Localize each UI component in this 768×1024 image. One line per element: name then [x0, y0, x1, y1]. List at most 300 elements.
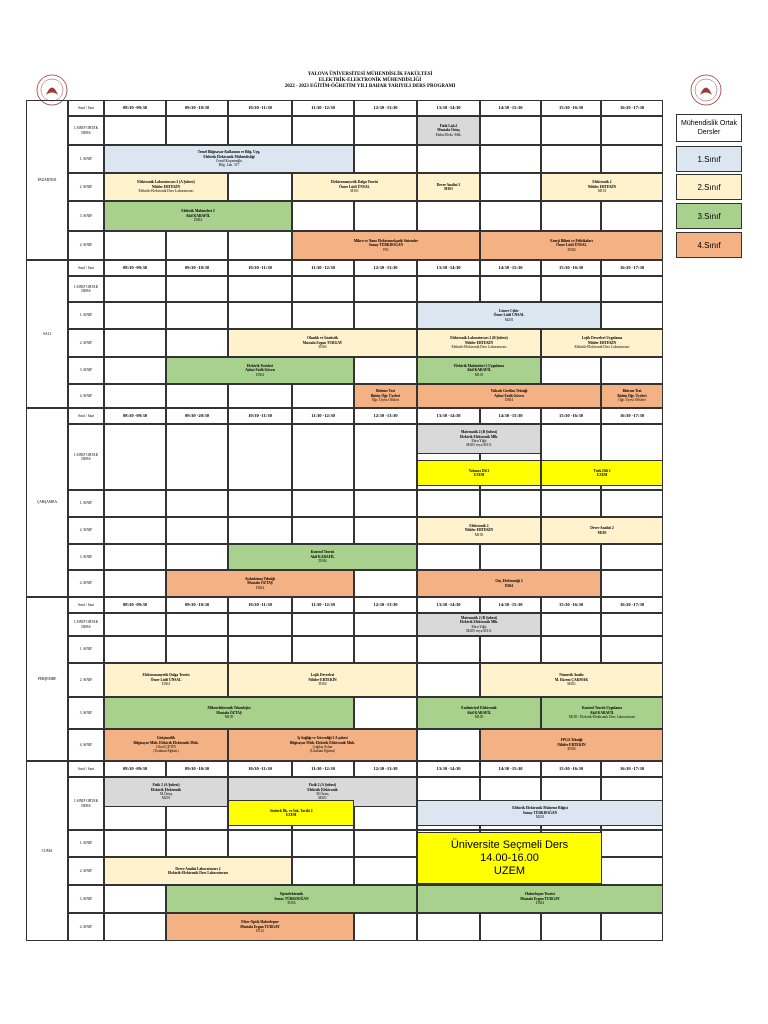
empty-slot	[601, 116, 663, 145]
empty-slot	[166, 830, 228, 857]
course-cell[interactable]	[417, 697, 541, 729]
class-label	[68, 517, 104, 544]
course-cell[interactable]	[417, 424, 541, 454]
time-slot-header	[228, 408, 292, 424]
time-slot-header	[417, 761, 480, 777]
day-column	[26, 597, 68, 761]
class-label-text: 1.SINIF ORTAK DERS	[73, 620, 99, 629]
class-label	[68, 663, 104, 697]
course-name: Türk Dili 2	[593, 468, 611, 473]
time-slot-header	[601, 408, 663, 424]
empty-slot	[541, 490, 601, 517]
time-label: 10:30 -11:30	[248, 104, 272, 110]
course-cell[interactable]	[541, 460, 663, 486]
class-label	[68, 302, 104, 329]
class-label-text: 3. SINIF	[79, 368, 93, 373]
course-cell[interactable]	[417, 116, 480, 145]
course-name: Enerji Bilimi ve Politikaları	[550, 238, 593, 243]
time-slot-header	[417, 408, 480, 424]
header-line-1: YALOVA ÜNİVERSİTESİ MÜHENDİSLİK FAKÜLTESİ	[307, 72, 433, 77]
course-detail: M.Öztaş	[316, 792, 329, 796]
course-name: Atatürk İlk. ve İnk. Tarihi 2	[269, 808, 313, 813]
course-detail: Bilg. Lab. 317	[218, 163, 240, 168]
time-slot-header	[354, 260, 417, 276]
time-label: 10:30 -11:30	[248, 412, 272, 418]
class-label-text: 3. SINIF	[79, 710, 93, 715]
class-label	[68, 116, 104, 145]
empty-slot	[601, 830, 663, 857]
class-label-text: 1.SINIF ORTAK DERS	[73, 799, 99, 808]
time-label: 13:30 -14:30	[436, 104, 461, 110]
course-cell[interactable]	[417, 173, 480, 201]
course-cell[interactable]	[480, 231, 663, 260]
time-slot-header	[480, 597, 541, 613]
time-slot-header	[104, 408, 166, 424]
class-label	[68, 201, 104, 231]
course-cell[interactable]	[541, 173, 663, 201]
time-slot-header	[228, 761, 292, 777]
course-cell[interactable]	[417, 460, 541, 486]
class-label	[68, 384, 104, 408]
time-slot-header	[417, 260, 480, 276]
course-detail: D304	[318, 345, 327, 350]
course-cell[interactable]	[417, 885, 663, 913]
time-slot-header	[104, 260, 166, 276]
time-label: 09:30 -10:30	[184, 264, 210, 270]
course-detail: D304	[162, 682, 170, 687]
course-cell[interactable]	[104, 201, 292, 231]
empty-slot	[166, 384, 228, 408]
time-slot-header	[480, 100, 541, 116]
class-label-text: 4. SINIF	[79, 393, 93, 398]
course-detail: Öğr. Üyesi Ofisleri	[618, 398, 646, 403]
course-name: Bitirme Tezi	[622, 389, 642, 394]
course-name: Devre Analizi 2	[590, 526, 614, 531]
time-slot-header	[292, 408, 354, 424]
course-detail: (Uzaktan Eğitim)	[309, 749, 336, 754]
empty-slot	[354, 490, 417, 517]
time-label: 09:30 -10:30	[184, 104, 210, 110]
empty-slot	[601, 490, 663, 517]
time-label: 13:30 -14:30	[436, 765, 461, 771]
course-detail: M205 veya M111	[466, 443, 492, 448]
class-label	[68, 231, 104, 260]
course-detail: D304	[256, 585, 264, 590]
time-label: 12:30 -13:30	[373, 765, 398, 771]
course-name: Lojik Devreleri Uygulama	[581, 336, 623, 341]
empty-slot	[166, 613, 228, 636]
empty-slot	[480, 544, 541, 570]
header-line-3: 2022 - 2023 EĞİTİM-ÖĞRETİM YILI BAHAR YARIYILI DERS PROGRAMI	[284, 84, 456, 89]
course-detail: M.Öztaş	[159, 792, 173, 796]
legend-item-2: 2.Sınıf	[676, 174, 742, 200]
empty-slot	[228, 276, 292, 302]
course-detail: Akif KARAFİL	[185, 213, 211, 218]
time-label: 11:30 -12:30	[311, 601, 335, 607]
day-name: SALI	[43, 331, 51, 336]
course-cell[interactable]	[417, 329, 541, 357]
empty-slot	[292, 636, 354, 663]
empty-slot	[417, 490, 480, 517]
course-detail: D112	[256, 929, 264, 934]
course-cell[interactable]	[417, 613, 541, 636]
time-label: 11:30 -12:30	[311, 264, 335, 270]
empty-slot	[541, 636, 601, 663]
empty-slot	[601, 636, 663, 663]
empty-slot	[104, 384, 166, 408]
time-label: 11:30 -12:30	[311, 765, 335, 771]
course-detail: Elektrik Elektronik	[150, 787, 182, 792]
class-label	[68, 544, 104, 570]
class-hour-header	[68, 260, 104, 276]
class-label-text: 2. SINIF	[79, 184, 93, 189]
class-label-text: 2. SINIF	[79, 340, 93, 345]
course-detail: M105	[224, 715, 234, 720]
time-label: 15:30 -16:30	[558, 264, 584, 270]
course-detail: D304	[567, 747, 576, 752]
day-name: CUMA	[41, 848, 53, 853]
empty-slot	[417, 729, 480, 761]
course-detail: Ebru Yiğit	[471, 624, 487, 629]
class-label-text: 3. SINIF	[79, 896, 93, 901]
empty-slot	[354, 276, 417, 302]
legend-item-3: 3.Sınıf	[676, 203, 742, 229]
class-label-text: 4. SINIF	[79, 581, 93, 586]
course-cell[interactable]	[228, 544, 417, 570]
course-detail: D304	[256, 372, 264, 377]
course-detail: Elektrik-Elektronik Ders Laboratuvarı	[138, 189, 194, 194]
class-hour-label: Sınıf / Saat	[78, 766, 94, 771]
empty-slot	[354, 613, 417, 636]
course-detail: Aykut Fatih Güven	[494, 393, 524, 398]
course-detail: Nilüfer ERTEKİN	[557, 742, 586, 747]
course-detail: Elektrik-Elektronik Ders Laboratuvarı	[451, 345, 507, 350]
course-detail: M201	[535, 815, 545, 820]
empty-slot	[228, 636, 292, 663]
empty-slot	[228, 231, 292, 260]
time-label: 08:30 -09:30	[122, 104, 148, 110]
course-cell[interactable]	[104, 777, 228, 807]
time-slot-header	[541, 100, 601, 116]
time-label: 12:30 -13:30	[373, 412, 398, 418]
course-name: Haberleşme Teorisi	[525, 892, 555, 897]
legend-item-4: 4.Sınıf	[676, 232, 742, 258]
course-cell[interactable]	[228, 329, 417, 357]
time-label: 08:30 -09:30	[122, 601, 148, 607]
empty-slot	[104, 276, 166, 302]
course-name: Mikro ve Nano Elektromekanik Sistemler	[353, 238, 419, 243]
class-label-text: 1.SINIF ORTAK DERS	[73, 452, 99, 461]
course-cell[interactable]	[166, 885, 417, 913]
course-detail: Bütün Öğr. Üyeleri	[617, 393, 647, 398]
empty-slot	[292, 424, 354, 490]
uzem-line-1: Üniversite Seçmeli Ders	[450, 838, 569, 851]
course-name: Fizik Lab.2	[439, 123, 458, 128]
empty-slot	[166, 329, 228, 357]
course-detail: M. Ekrem ÇAKMAK	[554, 677, 589, 682]
empty-slot	[166, 424, 228, 490]
course-name: Optoelektronik	[279, 892, 304, 897]
time-label: 12:30 -13:30	[373, 264, 398, 270]
class-label	[68, 636, 104, 663]
time-label: 13:30 -14:30	[436, 264, 461, 270]
empty-slot	[480, 201, 541, 231]
course-cell[interactable]	[104, 729, 228, 761]
course-cell[interactable]	[292, 173, 417, 201]
course-cell[interactable]	[417, 357, 541, 384]
course-cell[interactable]	[228, 800, 354, 826]
empty-slot	[354, 697, 417, 729]
course-cell[interactable]	[104, 697, 354, 729]
course-name: Elektrik Makineleri 2	[181, 209, 215, 214]
course-cell[interactable]	[354, 384, 417, 408]
course-name: Elektrik Makineleri 2 Uygulama	[453, 363, 504, 368]
course-cell[interactable]	[417, 570, 601, 597]
class-label	[68, 357, 104, 384]
uzem-elective-box[interactable]	[417, 832, 602, 884]
class-label	[68, 424, 104, 490]
empty-slot	[292, 490, 354, 517]
course-name: Elektrik Elektronik Malzeme Bilgisi	[512, 806, 568, 811]
empty-slot	[104, 636, 166, 663]
empty-slot	[292, 384, 354, 408]
empty-slot	[541, 145, 601, 173]
course-detail: Cihad ÇETİN	[155, 745, 177, 749]
course-detail: D304	[318, 559, 327, 564]
course-detail: Ömer Lütfi ÜNSAL	[556, 243, 587, 248]
course-cell[interactable]	[228, 663, 417, 697]
course-detail: Nilüfer ERTEKİN	[587, 184, 617, 189]
course-detail: Elektrik Elektronik Mlh.	[459, 434, 499, 439]
time-label: 16:30 -17:30	[619, 264, 645, 270]
course-detail: Akif KARAFİL	[466, 710, 492, 715]
class-label-text: 2. SINIF	[79, 528, 93, 533]
course-detail: M201	[318, 796, 327, 801]
course-cell[interactable]	[417, 384, 601, 408]
empty-slot	[292, 857, 354, 885]
course-cell[interactable]	[104, 173, 228, 201]
class-label-text: 4. SINIF	[79, 924, 93, 929]
course-name: Temel Bilgisayar Kullanımı ve Bilg. Uyg.	[197, 150, 261, 155]
time-label: 16:30 -17:30	[619, 765, 645, 771]
course-name: FPGA Tekniği	[560, 738, 583, 743]
empty-slot	[354, 357, 417, 384]
course-cell[interactable]	[541, 329, 663, 357]
course-cell[interactable]	[417, 302, 601, 329]
course-detail: Elektrik Elektronik	[307, 787, 338, 792]
course-name: Nümerik Analiz	[559, 673, 584, 678]
class-hour-label: Sınıf / Saat	[78, 602, 94, 607]
day-name: PAZARTESİ	[37, 177, 57, 182]
time-slot-header	[480, 260, 541, 276]
course-cell[interactable]	[480, 729, 663, 761]
empty-slot	[354, 913, 417, 941]
empty-slot	[354, 857, 417, 885]
header-line-2: ELEKTRİK-ELEKTRONİK MÜHENDİSLİĞİ	[318, 78, 422, 83]
course-name: Elektronik Laboratuvarı 2 (B Şubesi)	[450, 336, 508, 341]
empty-slot	[480, 636, 541, 663]
time-slot-header	[166, 408, 228, 424]
time-slot-header	[228, 260, 292, 276]
course-detail: M105	[474, 715, 484, 720]
course-name: Kontrol Teorisi	[310, 550, 335, 555]
class-label	[68, 729, 104, 761]
empty-slot	[104, 570, 166, 597]
empty-slot	[228, 490, 292, 517]
uzem-line-3: UZEM	[493, 864, 526, 877]
class-label-text: 1.SINIF ORTAK DERS	[73, 126, 99, 135]
time-label: 08:30 -09:30	[122, 264, 148, 270]
course-cell[interactable]	[104, 145, 354, 173]
course-cell[interactable]	[104, 857, 292, 885]
course-cell[interactable]	[480, 663, 663, 697]
empty-slot	[354, 830, 417, 857]
course-detail: D304	[194, 218, 202, 223]
empty-slot	[104, 517, 166, 544]
course-name: Elektrik Tesisleri	[246, 363, 274, 368]
empty-slot	[292, 201, 354, 231]
course-detail: Akif KARAFİL	[466, 368, 492, 373]
time-label: 08:30 -09:30	[122, 765, 148, 771]
course-detail: Nilüfer ERTEKİN	[308, 677, 337, 682]
empty-slot	[601, 357, 663, 384]
empty-slot	[541, 613, 601, 636]
empty-slot	[541, 276, 601, 302]
course-detail: Sunay TÜRKDOĞAN	[274, 896, 309, 901]
time-label: 14:30 -15:30	[498, 104, 523, 110]
empty-slot	[292, 302, 354, 329]
course-cell[interactable]	[166, 570, 354, 597]
time-slot-header	[228, 100, 292, 116]
class-label	[68, 613, 104, 636]
course-detail: D304	[567, 247, 576, 252]
course-detail: M201	[567, 682, 576, 687]
course-detail: Cemil Kayameğlu	[215, 159, 243, 163]
course-detail: Elektrik-Elektronik Ders Laboratuvarı	[167, 871, 229, 875]
empty-slot	[166, 636, 228, 663]
course-name: Girişimcilik	[156, 736, 176, 741]
class-hour-header	[68, 408, 104, 424]
course-detail: D304	[536, 901, 544, 906]
empty-slot	[228, 613, 292, 636]
class-hour-header	[68, 597, 104, 613]
empty-slot	[417, 145, 480, 173]
course-name: Olasılık ve İstatistik	[307, 336, 338, 341]
empty-slot	[104, 329, 166, 357]
course-cell[interactable]	[601, 384, 663, 408]
course-cell[interactable]	[541, 697, 663, 729]
time-label: 09:30 -20:30	[184, 412, 210, 418]
course-cell[interactable]	[292, 231, 480, 260]
day-column	[26, 761, 68, 941]
empty-slot	[292, 276, 354, 302]
empty-slot	[228, 384, 292, 408]
empty-slot	[292, 830, 354, 857]
empty-slot	[480, 145, 541, 173]
course-detail: UZEM	[285, 813, 297, 817]
empty-slot	[417, 276, 480, 302]
class-label-text: 1. SINIF	[79, 841, 93, 846]
class-label-text: 1. SINIF	[79, 156, 93, 161]
empty-slot	[292, 613, 354, 636]
course-detail: D304	[505, 583, 513, 588]
time-slot-header	[292, 761, 354, 777]
course-detail: Sunay TÜRKDOĞAN	[368, 243, 404, 248]
course-name: Endüstriyel Elektronik	[461, 706, 497, 711]
course-detail: Elektrik Elektronik Mühendisliği	[203, 154, 255, 159]
empty-slot	[104, 830, 166, 857]
class-label-text: 4. SINIF	[79, 742, 93, 747]
empty-slot	[354, 302, 417, 329]
empty-slot	[480, 913, 541, 941]
empty-slot	[104, 231, 166, 260]
course-detail: UZEM	[596, 473, 608, 477]
course-cell[interactable]	[417, 800, 663, 826]
empty-slot	[228, 424, 292, 490]
course-cell[interactable]	[228, 729, 417, 761]
course-detail: M105 / Elektrik-Elektronik Ders Laboratuvarı	[568, 715, 636, 720]
course-cell[interactable]	[417, 517, 541, 544]
empty-slot	[166, 517, 228, 544]
empty-slot	[480, 490, 541, 517]
empty-slot	[601, 544, 663, 570]
class-label-text: 1. SINIF	[79, 313, 93, 318]
course-name: Güç Elektroniği 2	[495, 579, 523, 584]
empty-slot	[601, 302, 663, 329]
course-cell[interactable]	[104, 663, 228, 697]
course-detail: D304	[287, 901, 296, 906]
course-detail: M101	[474, 372, 484, 377]
course-detail: Nilüfer ERTEKİN	[587, 340, 617, 345]
course-detail: D304	[318, 682, 327, 687]
course-cell[interactable]	[166, 913, 354, 941]
time-label: 10:30 -11:30	[248, 601, 272, 607]
day-column	[26, 100, 68, 260]
course-detail: UZEM	[473, 473, 485, 477]
empty-slot	[354, 145, 417, 173]
empty-slot	[541, 201, 601, 231]
time-slot-header	[480, 761, 541, 777]
course-name: Aydınlatma Tekniği	[244, 576, 276, 581]
class-hour-label: Sınıf / Saat	[78, 265, 94, 270]
time-slot-header	[354, 100, 417, 116]
course-name: Yabancı Dil 2	[468, 468, 490, 473]
class-hour-header	[68, 100, 104, 116]
time-label: 12:30 -13:30	[373, 601, 398, 607]
time-slot-header	[166, 597, 228, 613]
course-detail: Öğr. Üyesi Ofisleri	[371, 398, 400, 403]
time-slot-header	[541, 408, 601, 424]
time-label: 11:30 -12:30	[311, 104, 335, 110]
class-label	[68, 276, 104, 302]
empty-slot	[354, 116, 417, 145]
course-cell[interactable]	[166, 357, 354, 384]
course-detail: Çağdaş Aslan	[312, 745, 333, 749]
course-name: Elektromanyetik Dalga Teorisi	[330, 180, 379, 185]
course-detail: Bütün Öğr. Üyeleri	[370, 393, 401, 398]
course-name: Elektronik 2	[592, 180, 612, 185]
course-detail: (Uzaktan Eğitim)	[153, 749, 179, 754]
time-label: 14:30 -15:30	[498, 412, 523, 418]
empty-slot	[166, 231, 228, 260]
course-detail: M101	[444, 187, 453, 191]
course-cell[interactable]	[541, 517, 663, 544]
course-detail: Ebru Yiğit	[471, 439, 487, 443]
time-label: 14:30 -15:30	[498, 264, 523, 270]
time-slot-header	[354, 597, 417, 613]
time-slot-header	[292, 597, 354, 613]
time-slot-header	[541, 761, 601, 777]
